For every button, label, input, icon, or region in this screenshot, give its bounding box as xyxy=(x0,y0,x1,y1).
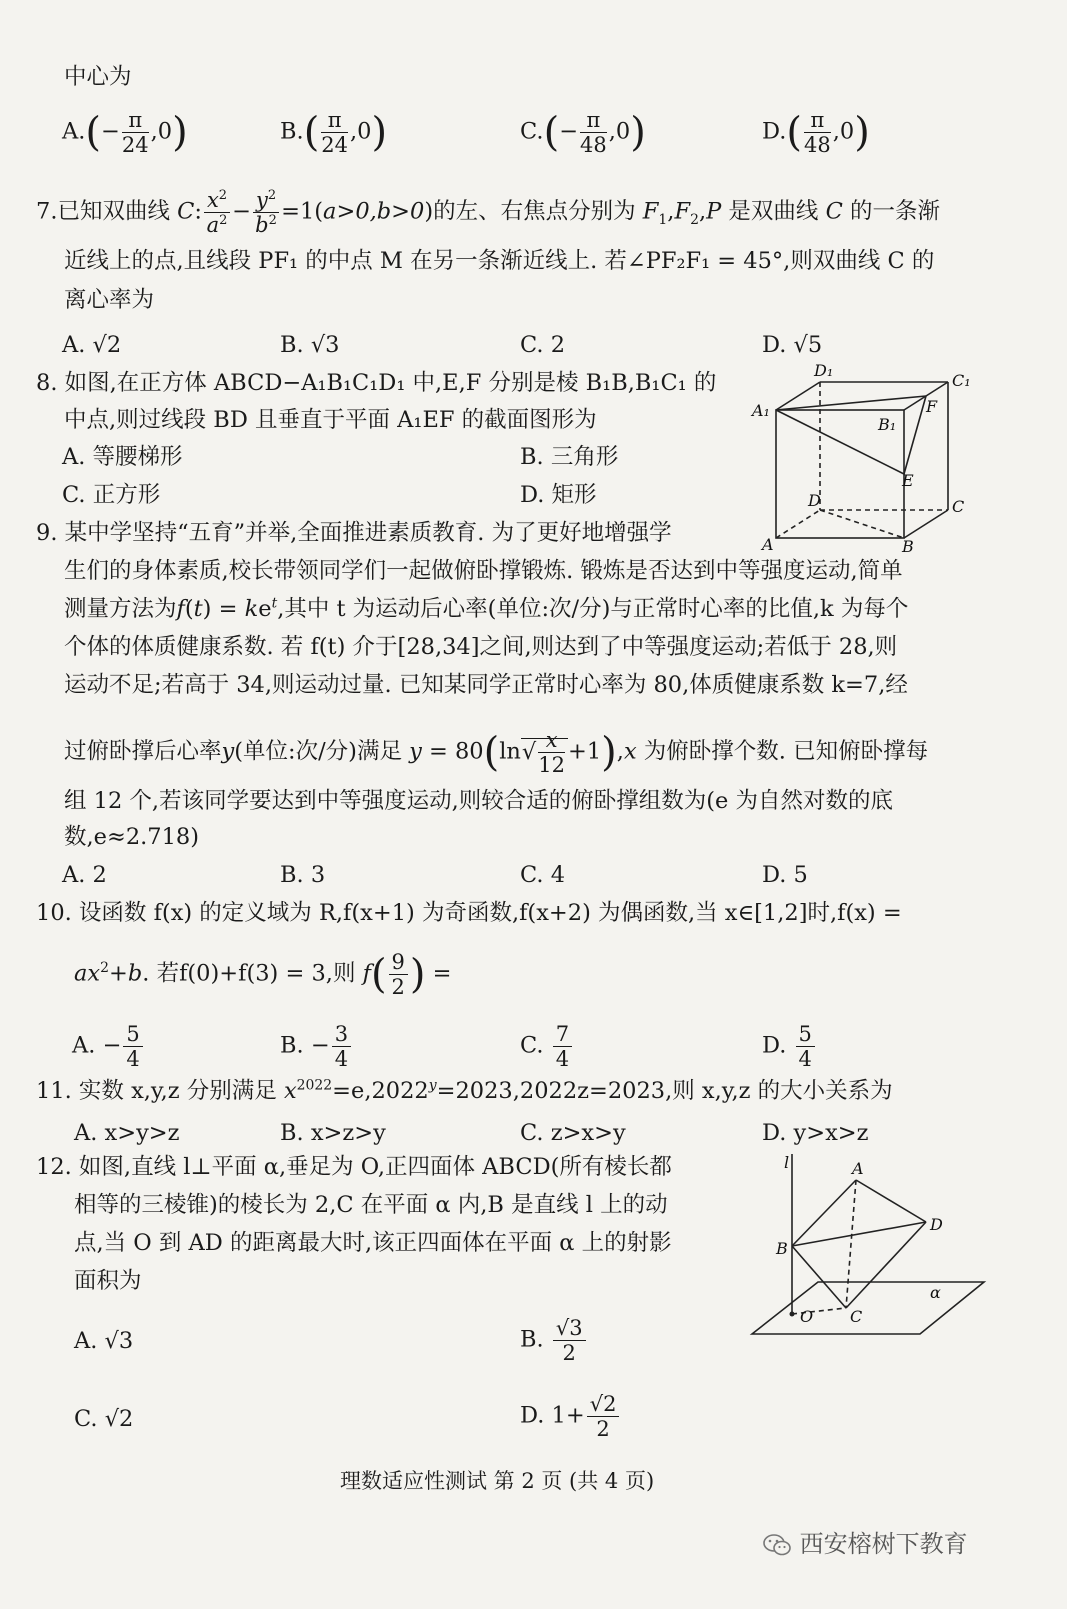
q12-option-b: B. $\frac{√3}{2}$ xyxy=(520,1316,588,1365)
q10-option-d: D. $\frac{5}{4}$ xyxy=(762,1022,817,1071)
q12-option-a: A. √3 xyxy=(74,1328,134,1354)
q8-option-b: B. 三角形 xyxy=(520,444,619,470)
q9-option-a: A. 2 xyxy=(62,862,107,888)
q8-line1: 8. 如图,在正方体 ABCD−A₁B₁C₁D₁ 中,E,F 分别是棱 B₁B,B₁C₁ 的 xyxy=(36,370,717,396)
label-b1: B₁ xyxy=(878,415,897,434)
q11-line1: 11. 实数 x,y,z 分别满足 $x^{2022}=e,2022^y=2023,2022z=2023$,则 x,y,z 的大小关系为 xyxy=(36,1077,893,1104)
label-alpha: α xyxy=(930,1283,941,1302)
q9-line5: 运动不足;若高于 34,则运动过量. 已知某同学正常时心率为 80,体质健康系数 k=7,经 xyxy=(64,672,908,698)
q6-option-a: A.(− $\frac{\pi}{24}$ ,0) xyxy=(62,108,188,158)
q7-option-a: A. √2 xyxy=(62,332,122,358)
q9-option-b: B. 3 xyxy=(280,862,326,888)
q12-option-d: D. 1+ $\frac{√2}{2}$ xyxy=(520,1392,621,1441)
q9-line7: 组 12 个,若该同学要达到中等强度运动,则较合适的俯卧撑组数为(e 为自然对数的底 xyxy=(64,788,893,814)
label-b: B xyxy=(776,1239,788,1258)
cube-figure xyxy=(748,360,988,556)
q6-option-c: C.(− $\frac{\pi}{48}$ ,0) xyxy=(520,108,646,158)
q10-option-a: A. − $\frac{5}{4}$ xyxy=(72,1022,145,1071)
q8-option-d: D. 矩形 xyxy=(520,482,597,508)
q7-line2: 近线上的点,且线段 PF₁ 的中点 M 在另一条渐近线上. 若∠PF₂F₁ = 45°,则双曲线 C 的 xyxy=(64,248,935,274)
q9-option-d: D. 5 xyxy=(762,862,808,888)
q9-line6: 过俯卧撑后心率y(单位:次/分)满足 y = 80(ln√ $\frac{x}{12}$ +1),x 为俯卧撑个数. 已知俯卧撑每 xyxy=(64,728,929,778)
q9-option-c: C. 4 xyxy=(520,862,566,888)
label-o: O xyxy=(800,1307,814,1326)
q11-option-d: D. y>x>z xyxy=(762,1120,869,1146)
q12-option-c: C. √2 xyxy=(74,1406,134,1432)
q10-line1: 10. 设函数 f(x) 的定义域为 R,f(x+1) 为奇函数,f(x+2) 为偶函数,当 x∈[1,2]时,f(x) = xyxy=(36,900,902,926)
q7-line3: 离心率为 xyxy=(64,287,155,313)
q9-line1: 9. 某中学坚持“五育”并举,全面推进素质教育. 为了更好地增强学 xyxy=(36,520,672,546)
q12-line2: 相等的三棱锥)的棱长为 2,C 在平面 α 内,B 是直线 l 上的动 xyxy=(74,1192,668,1218)
label-d: D xyxy=(930,1215,943,1234)
label-b: B xyxy=(902,537,914,556)
tetrahedron-figure xyxy=(748,1150,988,1340)
q7-option-d: D. √5 xyxy=(762,332,823,358)
q6-tail-text: 中心为 xyxy=(64,64,132,90)
label-a1: A₁ xyxy=(752,401,770,420)
q7-option-c: C. 2 xyxy=(520,332,566,358)
label-l: l xyxy=(784,1153,790,1172)
q9-line4: 个体的体质健康系数. 若 f(t) 介于[28,34]之间,则达到了中等强度运动;若低于 28,则 xyxy=(64,634,898,660)
label-d: D xyxy=(808,491,821,510)
q8-line2: 中点,则过线段 BD 且垂直于平面 A₁EF 的截面图形为 xyxy=(64,407,597,433)
q7-line1: 7.已知双曲线 C: $\frac{x^2}{a^2}$ − $\frac{y^2}{b^2}$ =1(a>0,b>0)的左、右焦点分别为 $F_1,F_2,P$ 是双曲线 C 的一条渐 xyxy=(36,188,940,238)
wechat-icon xyxy=(762,1533,792,1557)
q9-line3: 测量方法为$f(t) = ke^t$,其中 t 为运动后心率(单位:次/分)与正常时心率的比值,k 为每个 xyxy=(64,595,909,622)
label-a: A xyxy=(852,1159,864,1178)
watermark xyxy=(762,1524,968,1559)
q11-option-b: B. x>z>y xyxy=(280,1120,386,1146)
q9-line2: 生们的身体素质,校长带领同学们一起做俯卧撑锻炼. 锻炼是否达到中等强度运动,简单 xyxy=(64,558,903,584)
q6-option-d: D.( $\frac{\pi}{48}$ ,0) xyxy=(762,108,870,158)
q12-line3: 点,当 O 到 AD 的距离最大时,该正四面体在平面 α 上的射影 xyxy=(74,1230,672,1256)
label-c: C xyxy=(952,497,965,516)
watermark-text: 西安榕树下教育 xyxy=(799,1530,968,1558)
q11-option-c: C. z>x>y xyxy=(520,1120,626,1146)
q12-line1: 12. 如图,直线 l⊥平面 α,垂足为 O,正四面体 ABCD(所有棱长都 xyxy=(36,1154,672,1180)
q10-option-c: C. $\frac{7}{4}$ xyxy=(520,1022,574,1071)
q10-line2: $ax^2+b$. 若f(0)+f(3) = 3,则 f( $\frac{9}{2}$ ) = xyxy=(74,950,452,1000)
q11-option-a: A. x>y>z xyxy=(74,1120,180,1146)
label-e: E xyxy=(902,471,914,490)
label-c: C xyxy=(850,1307,863,1326)
q10-option-b: B. − $\frac{3}{4}$ xyxy=(280,1022,353,1071)
label-d1: D₁ xyxy=(814,361,834,380)
q6-option-b: B.( $\frac{\pi}{24}$ ,0) xyxy=(280,108,388,158)
q8-option-c: C. 正方形 xyxy=(62,482,161,508)
q9-line8: 数,e≈2.718) xyxy=(64,824,200,850)
q7-option-b: B. √3 xyxy=(280,332,340,358)
q12-line4: 面积为 xyxy=(74,1268,142,1294)
label-f: F xyxy=(926,397,938,416)
label-c1: C₁ xyxy=(952,371,971,390)
page-footer: 理数适应性测试 第 2 页 (共 4 页) xyxy=(340,1469,655,1493)
label-a: A xyxy=(762,535,774,554)
q8-option-a: A. 等腰梯形 xyxy=(62,444,183,470)
plane-alpha xyxy=(752,1282,984,1334)
